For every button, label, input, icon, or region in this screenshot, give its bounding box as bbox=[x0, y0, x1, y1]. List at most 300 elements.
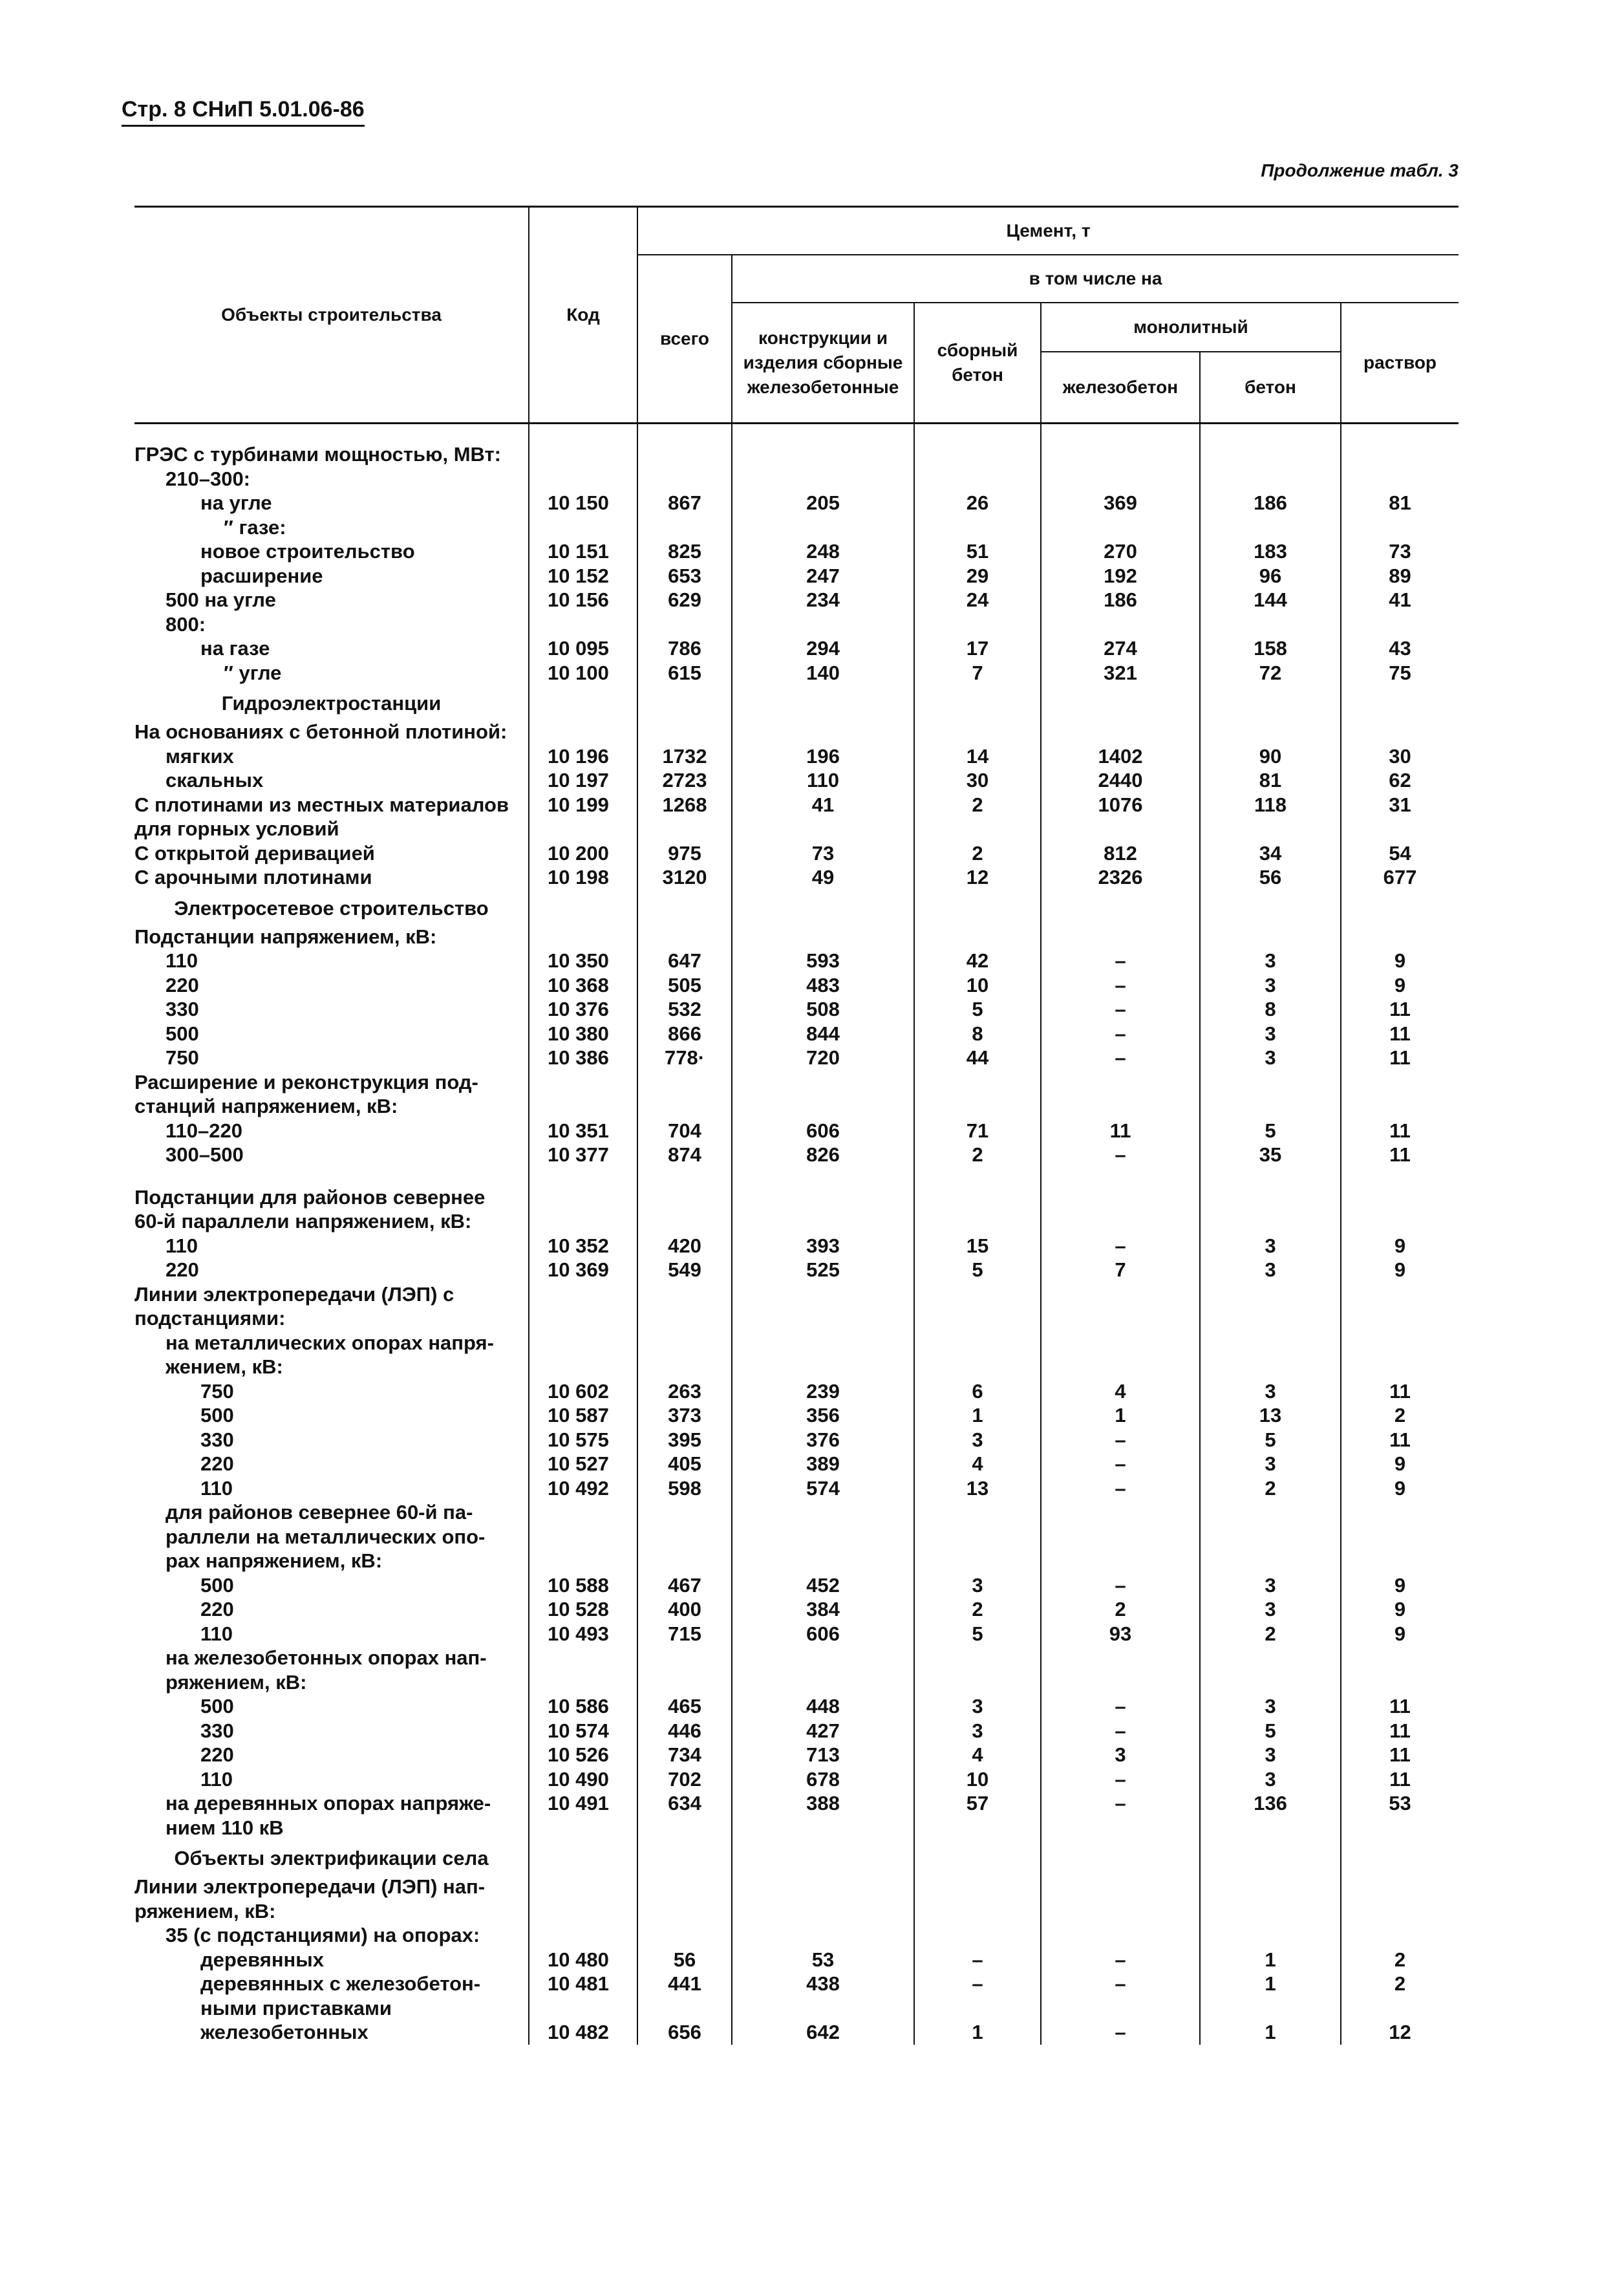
section-heading: Гидроэлектростанции bbox=[221, 692, 442, 715]
object-name: Линии электропередачи (ЛЭП) нап- bbox=[134, 1875, 486, 1898]
concrete-cell: 3 bbox=[1200, 1046, 1341, 1070]
prefab-concrete-cell bbox=[914, 1282, 1041, 1307]
prefab-concrete-cell bbox=[914, 515, 1041, 540]
precast-cell: 438 bbox=[732, 1972, 914, 1996]
mortar-cell: 11 bbox=[1341, 997, 1458, 1022]
code-cell: 10 200 bbox=[529, 841, 637, 866]
code-cell: 10 368 bbox=[529, 973, 637, 998]
precast-cell bbox=[732, 1899, 914, 1924]
prefab-concrete-cell: 30 bbox=[914, 768, 1041, 793]
table-row bbox=[134, 1234, 1458, 1258]
concrete-cell: 158 bbox=[1200, 636, 1341, 661]
total-cell: 446 bbox=[637, 1719, 732, 1743]
prefab-concrete-cell: – bbox=[914, 1972, 1041, 1996]
code-cell bbox=[529, 1282, 637, 1307]
code-cell: 10 152 bbox=[529, 564, 637, 588]
table-row bbox=[134, 1209, 1458, 1234]
prefab-concrete-cell: 2 bbox=[914, 793, 1041, 817]
precast-cell bbox=[732, 685, 914, 720]
mortar-cell: 81 bbox=[1341, 491, 1458, 515]
object-name: 500 на угле bbox=[166, 588, 276, 611]
object-name: 330 bbox=[200, 1428, 234, 1451]
precast-cell bbox=[732, 1670, 914, 1695]
total-cell bbox=[637, 1355, 732, 1379]
code-cell bbox=[529, 1094, 637, 1119]
object-name: 800: bbox=[166, 612, 206, 636]
code-cell: 10 587 bbox=[529, 1403, 637, 1428]
prefab-concrete-cell: 44 bbox=[914, 1046, 1041, 1070]
code-cell: 10 376 bbox=[529, 997, 637, 1022]
concrete-cell bbox=[1200, 1094, 1341, 1119]
prefab-concrete-cell: 7 bbox=[914, 661, 1041, 685]
object-name: раллели на металлических опо- bbox=[166, 1525, 486, 1548]
concrete-cell: 186 bbox=[1200, 491, 1341, 515]
code-cell: 10 480 bbox=[529, 1948, 637, 1972]
total-cell: 598 bbox=[637, 1476, 732, 1501]
prefab-concrete-cell bbox=[914, 1549, 1041, 1573]
precast-cell bbox=[732, 1070, 914, 1095]
mortar-cell bbox=[1341, 1996, 1458, 2021]
concrete-cell bbox=[1200, 1282, 1341, 1307]
total-cell: 715 bbox=[637, 1622, 732, 1646]
prefab-concrete-cell bbox=[914, 1070, 1041, 1095]
precast-cell: 389 bbox=[732, 1452, 914, 1476]
precast-cell: 452 bbox=[732, 1573, 914, 1598]
total-cell bbox=[637, 515, 732, 540]
prefab-concrete-cell: 2 bbox=[914, 1143, 1041, 1167]
total-cell: 825 bbox=[637, 539, 732, 564]
table-row bbox=[134, 1119, 1458, 1143]
code-cell: 10 156 bbox=[529, 588, 637, 612]
concrete-cell bbox=[1200, 1923, 1341, 1948]
code-cell: 10 588 bbox=[529, 1573, 637, 1598]
header-total: всего bbox=[637, 255, 732, 424]
concrete-cell: 3 bbox=[1200, 1743, 1341, 1767]
prefab-concrete-cell: 4 bbox=[914, 1452, 1041, 1476]
code-cell bbox=[529, 1670, 637, 1695]
table-row bbox=[134, 1258, 1458, 1282]
table-row bbox=[134, 1022, 1458, 1046]
object-name: 110 bbox=[200, 1476, 233, 1500]
total-cell bbox=[637, 612, 732, 637]
concrete-cell: 3 bbox=[1200, 1597, 1341, 1622]
reinforced-cell: – bbox=[1041, 1972, 1200, 1996]
concrete-cell bbox=[1200, 1525, 1341, 1549]
table-row bbox=[134, 1597, 1458, 1622]
prefab-concrete-cell bbox=[914, 467, 1041, 491]
code-cell bbox=[529, 1549, 637, 1573]
precast-cell bbox=[732, 1331, 914, 1355]
total-cell: 704 bbox=[637, 1119, 732, 1143]
precast-cell bbox=[732, 1816, 914, 1840]
precast-cell: 41 bbox=[732, 793, 914, 817]
mortar-cell: 31 bbox=[1341, 793, 1458, 817]
precast-cell: 525 bbox=[732, 1258, 914, 1282]
code-cell bbox=[529, 1840, 637, 1875]
reinforced-cell bbox=[1041, 442, 1200, 467]
object-name: на деревянных опорах напряже- bbox=[166, 1792, 491, 1814]
total-cell: 867 bbox=[637, 491, 732, 515]
prefab-concrete-cell bbox=[914, 1094, 1041, 1119]
reinforced-cell: – bbox=[1041, 1791, 1200, 1816]
total-cell bbox=[637, 1996, 732, 2021]
total-cell: 505 bbox=[637, 973, 732, 998]
reinforced-cell bbox=[1041, 1875, 1200, 1899]
mortar-cell: 12 bbox=[1341, 2020, 1458, 2045]
prefab-concrete-cell: 5 bbox=[914, 1258, 1041, 1282]
total-cell bbox=[637, 925, 732, 949]
prefab-concrete-cell bbox=[914, 1355, 1041, 1379]
mortar-cell: 11 bbox=[1341, 1143, 1458, 1167]
section-heading-row bbox=[134, 685, 1458, 720]
concrete-cell: 2 bbox=[1200, 1622, 1341, 1646]
prefab-concrete-cell: 26 bbox=[914, 491, 1041, 515]
precast-cell bbox=[732, 1185, 914, 1210]
object-name: 110 bbox=[200, 1622, 233, 1645]
code-cell: 10 199 bbox=[529, 793, 637, 817]
table-row bbox=[134, 1452, 1458, 1476]
code-cell bbox=[529, 720, 637, 744]
prefab-concrete-cell: 4 bbox=[914, 1743, 1041, 1767]
concrete-cell: 81 bbox=[1200, 768, 1341, 793]
code-cell: 10 377 bbox=[529, 1143, 637, 1167]
code-cell: 10 526 bbox=[529, 1743, 637, 1767]
prefab-concrete-cell bbox=[914, 1899, 1041, 1924]
reinforced-cell: 812 bbox=[1041, 841, 1200, 866]
prefab-concrete-cell: 14 bbox=[914, 744, 1041, 769]
mortar-cell bbox=[1341, 1094, 1458, 1119]
reinforced-cell: – bbox=[1041, 1143, 1200, 1167]
concrete-cell: 1 bbox=[1200, 2020, 1341, 2045]
code-cell bbox=[529, 1355, 637, 1379]
total-cell: 263 bbox=[637, 1379, 732, 1404]
reinforced-cell: 11 bbox=[1041, 1119, 1200, 1143]
total-cell: 549 bbox=[637, 1258, 732, 1282]
header-prefab-concrete: сборный бетон bbox=[914, 303, 1041, 424]
reinforced-cell: – bbox=[1041, 1476, 1200, 1501]
concrete-cell bbox=[1200, 890, 1341, 925]
prefab-concrete-cell: 2 bbox=[914, 841, 1041, 866]
precast-cell: 448 bbox=[732, 1694, 914, 1719]
header-concrete: бетон bbox=[1200, 352, 1341, 424]
prefab-concrete-cell: 24 bbox=[914, 588, 1041, 612]
concrete-cell: 2 bbox=[1200, 1476, 1341, 1501]
total-cell bbox=[637, 1282, 732, 1307]
prefab-concrete-cell: 8 bbox=[914, 1022, 1041, 1046]
object-name: 500 bbox=[200, 1695, 234, 1717]
object-name: С арочными плотинами bbox=[134, 866, 372, 888]
code-cell: 10 095 bbox=[529, 636, 637, 661]
concrete-cell: 136 bbox=[1200, 1791, 1341, 1816]
precast-cell bbox=[732, 1500, 914, 1525]
total-cell: 56 bbox=[637, 1948, 732, 1972]
precast-cell: 234 bbox=[732, 588, 914, 612]
object-name: скальных bbox=[166, 769, 264, 791]
reinforced-cell: 2326 bbox=[1041, 865, 1200, 890]
table-row bbox=[134, 768, 1458, 793]
code-cell bbox=[529, 612, 637, 637]
reinforced-cell bbox=[1041, 1094, 1200, 1119]
mortar-cell: 62 bbox=[1341, 768, 1458, 793]
total-cell: 395 bbox=[637, 1428, 732, 1452]
object-name: 210–300: bbox=[166, 467, 251, 490]
mortar-cell: 9 bbox=[1341, 1258, 1458, 1282]
table-row bbox=[134, 1355, 1458, 1379]
reinforced-cell: – bbox=[1041, 1694, 1200, 1719]
total-cell: 786 bbox=[637, 636, 732, 661]
mortar-cell bbox=[1341, 1500, 1458, 1525]
reinforced-cell bbox=[1041, 1923, 1200, 1948]
code-cell: 10 351 bbox=[529, 1119, 637, 1143]
prefab-concrete-cell: 5 bbox=[914, 1622, 1041, 1646]
concrete-cell bbox=[1200, 685, 1341, 720]
mortar-cell bbox=[1341, 515, 1458, 540]
reinforced-cell bbox=[1041, 1646, 1200, 1670]
code-cell bbox=[529, 467, 637, 491]
prefab-concrete-cell bbox=[914, 1646, 1041, 1670]
object-name: новое строительство bbox=[200, 540, 415, 563]
header-mortar: раствор bbox=[1341, 303, 1458, 424]
concrete-cell bbox=[1200, 1840, 1341, 1875]
reinforced-cell: – bbox=[1041, 1046, 1200, 1070]
object-name: мягких bbox=[166, 744, 234, 768]
total-cell bbox=[637, 1840, 732, 1875]
table-row bbox=[134, 1525, 1458, 1549]
concrete-cell: 5 bbox=[1200, 1428, 1341, 1452]
prefab-concrete-cell: 12 bbox=[914, 865, 1041, 890]
table-row bbox=[134, 744, 1458, 769]
table-row bbox=[134, 1428, 1458, 1452]
object-name: 110 bbox=[200, 1767, 233, 1791]
precast-cell: 196 bbox=[732, 744, 914, 769]
prefab-concrete-cell: 29 bbox=[914, 564, 1041, 588]
total-cell bbox=[637, 1306, 732, 1331]
precast-cell: 642 bbox=[732, 2020, 914, 2045]
code-cell: 10 602 bbox=[529, 1379, 637, 1404]
table-row bbox=[134, 612, 1458, 637]
prefab-concrete-cell bbox=[914, 1923, 1041, 1948]
object-name: 500 bbox=[200, 1573, 234, 1597]
prefab-concrete-cell bbox=[914, 817, 1041, 841]
code-cell bbox=[529, 817, 637, 841]
table-row bbox=[134, 1185, 1458, 1210]
precast-cell: 140 bbox=[732, 661, 914, 685]
concrete-cell: 118 bbox=[1200, 793, 1341, 817]
mortar-cell bbox=[1341, 467, 1458, 491]
reinforced-cell: 369 bbox=[1041, 491, 1200, 515]
prefab-concrete-cell: 13 bbox=[914, 1476, 1041, 1501]
reinforced-cell: – bbox=[1041, 1719, 1200, 1743]
object-name: железобетонных bbox=[200, 2021, 369, 2043]
concrete-cell: 35 bbox=[1200, 1143, 1341, 1167]
prefab-concrete-cell: 42 bbox=[914, 949, 1041, 973]
table-row bbox=[134, 1875, 1458, 1899]
total-cell bbox=[637, 1646, 732, 1670]
code-cell bbox=[529, 1209, 637, 1234]
mortar-cell: 9 bbox=[1341, 1597, 1458, 1622]
code-cell: 10 492 bbox=[529, 1476, 637, 1501]
object-name: расширение bbox=[200, 564, 323, 587]
table-row bbox=[134, 467, 1458, 491]
object-name: 35 (с подстанциями) на опорах: bbox=[166, 1924, 480, 1946]
prefab-concrete-cell bbox=[914, 1500, 1041, 1525]
prefab-concrete-cell bbox=[914, 1816, 1041, 1840]
concrete-cell bbox=[1200, 1646, 1341, 1670]
total-cell: 634 bbox=[637, 1791, 732, 1816]
total-cell: 2723 bbox=[637, 768, 732, 793]
table-row bbox=[134, 539, 1458, 564]
concrete-cell: 1 bbox=[1200, 1972, 1341, 1996]
reinforced-cell: 186 bbox=[1041, 588, 1200, 612]
concrete-cell: 96 bbox=[1200, 564, 1341, 588]
total-cell: 866 bbox=[637, 1022, 732, 1046]
reinforced-cell bbox=[1041, 1070, 1200, 1095]
prefab-concrete-cell: 71 bbox=[914, 1119, 1041, 1143]
code-cell bbox=[529, 925, 637, 949]
precast-cell bbox=[732, 1094, 914, 1119]
object-name: Расширение и реконструкция под- bbox=[134, 1070, 478, 1093]
concrete-cell: 72 bbox=[1200, 661, 1341, 685]
mortar-cell: 89 bbox=[1341, 564, 1458, 588]
table-row bbox=[134, 1282, 1458, 1307]
reinforced-cell bbox=[1041, 612, 1200, 637]
prefab-concrete-cell: 5 bbox=[914, 997, 1041, 1022]
code-cell bbox=[529, 1646, 637, 1670]
table-row bbox=[134, 793, 1458, 817]
code-cell: 10 150 bbox=[529, 491, 637, 515]
prefab-concrete-cell: 2 bbox=[914, 1597, 1041, 1622]
precast-cell: 427 bbox=[732, 1719, 914, 1743]
table-row bbox=[134, 491, 1458, 515]
header-monolithic: монолитный bbox=[1041, 303, 1341, 352]
reinforced-cell: 1402 bbox=[1041, 744, 1200, 769]
object-name: 220 bbox=[200, 1598, 234, 1620]
reinforced-cell: – bbox=[1041, 1428, 1200, 1452]
total-cell bbox=[637, 1816, 732, 1840]
reinforced-cell: 93 bbox=[1041, 1622, 1200, 1646]
code-cell: 10 574 bbox=[529, 1719, 637, 1743]
table-row bbox=[134, 1996, 1458, 2021]
total-cell: 441 bbox=[637, 1972, 732, 1996]
code-cell: 10 586 bbox=[529, 1694, 637, 1719]
mortar-cell: 11 bbox=[1341, 1119, 1458, 1143]
code-cell bbox=[529, 1185, 637, 1210]
mortar-cell bbox=[1341, 1355, 1458, 1379]
precast-cell bbox=[732, 515, 914, 540]
mortar-cell bbox=[1341, 1282, 1458, 1307]
reinforced-cell bbox=[1041, 1840, 1200, 1875]
concrete-cell bbox=[1200, 1185, 1341, 1210]
precast-cell bbox=[732, 1923, 914, 1948]
total-cell bbox=[637, 1331, 732, 1355]
reinforced-cell: 2 bbox=[1041, 1597, 1200, 1622]
mortar-cell bbox=[1341, 1816, 1458, 1840]
reinforced-cell bbox=[1041, 1355, 1200, 1379]
concrete-cell: 3 bbox=[1200, 1694, 1341, 1719]
concrete-cell: 3 bbox=[1200, 1573, 1341, 1598]
precast-cell: 110 bbox=[732, 768, 914, 793]
concrete-cell bbox=[1200, 817, 1341, 841]
reinforced-cell bbox=[1041, 1306, 1200, 1331]
mortar-cell bbox=[1341, 1875, 1458, 1899]
prefab-concrete-cell: 51 bbox=[914, 539, 1041, 564]
table-row bbox=[134, 841, 1458, 866]
concrete-cell: 5 bbox=[1200, 1719, 1341, 1743]
total-cell: 734 bbox=[637, 1743, 732, 1767]
reinforced-cell bbox=[1041, 1549, 1200, 1573]
concrete-cell bbox=[1200, 1899, 1341, 1924]
object-name: 500 bbox=[166, 1022, 199, 1045]
reinforced-cell: – bbox=[1041, 1573, 1200, 1598]
precast-cell: 574 bbox=[732, 1476, 914, 1501]
prefab-concrete-cell bbox=[914, 890, 1041, 925]
reinforced-cell: 2440 bbox=[1041, 768, 1200, 793]
object-name: ″ угле bbox=[224, 661, 282, 684]
precast-cell bbox=[732, 1525, 914, 1549]
mortar-cell: 30 bbox=[1341, 744, 1458, 769]
object-name: на металлических опорах напря- bbox=[166, 1331, 494, 1354]
precast-cell bbox=[732, 1355, 914, 1379]
reinforced-cell: – bbox=[1041, 1767, 1200, 1792]
prefab-concrete-cell bbox=[914, 685, 1041, 720]
reinforced-cell: 1076 bbox=[1041, 793, 1200, 817]
reinforced-cell: 3 bbox=[1041, 1743, 1200, 1767]
total-cell bbox=[637, 1070, 732, 1095]
table-row bbox=[134, 1379, 1458, 1404]
reinforced-cell bbox=[1041, 685, 1200, 720]
concrete-cell bbox=[1200, 1070, 1341, 1095]
table-row bbox=[134, 564, 1458, 588]
concrete-cell: 3 bbox=[1200, 1452, 1341, 1476]
code-cell: 10 380 bbox=[529, 1022, 637, 1046]
precast-cell bbox=[732, 467, 914, 491]
reinforced-cell bbox=[1041, 720, 1200, 744]
total-cell: 702 bbox=[637, 1767, 732, 1792]
code-cell: 10 196 bbox=[529, 744, 637, 769]
mortar-cell bbox=[1341, 1306, 1458, 1331]
object-name: 60-й параллели напряжением, кВ: bbox=[134, 1210, 472, 1232]
code-cell bbox=[529, 1306, 637, 1331]
object-name: на газе bbox=[200, 637, 270, 660]
mortar-cell: 9 bbox=[1341, 1452, 1458, 1476]
precast-cell bbox=[732, 817, 914, 841]
code-cell: 10 481 bbox=[529, 1972, 637, 1996]
header-including: в том числе на bbox=[732, 255, 1458, 303]
object-name: 220 bbox=[200, 1743, 234, 1766]
mortar-cell bbox=[1341, 817, 1458, 841]
table-row bbox=[134, 1306, 1458, 1331]
code-cell bbox=[529, 1331, 637, 1355]
total-cell: 467 bbox=[637, 1573, 732, 1598]
prefab-concrete-cell bbox=[914, 720, 1041, 744]
code-cell: 10 197 bbox=[529, 768, 637, 793]
code-cell: 10 198 bbox=[529, 865, 637, 890]
precast-cell: 247 bbox=[732, 564, 914, 588]
table-row bbox=[134, 1143, 1458, 1167]
table-row bbox=[134, 588, 1458, 612]
spacer-row bbox=[134, 1167, 1458, 1185]
precast-cell: 294 bbox=[732, 636, 914, 661]
mortar-cell bbox=[1341, 1209, 1458, 1234]
header-precast: конструкции и изделия сборные железобетонные bbox=[732, 303, 914, 424]
concrete-cell bbox=[1200, 1549, 1341, 1573]
code-cell: 10 369 bbox=[529, 1258, 637, 1282]
cement-table bbox=[134, 206, 1458, 2045]
precast-cell: 376 bbox=[732, 1428, 914, 1452]
total-cell bbox=[637, 1875, 732, 1899]
mortar-cell: 9 bbox=[1341, 1476, 1458, 1501]
code-cell bbox=[529, 890, 637, 925]
